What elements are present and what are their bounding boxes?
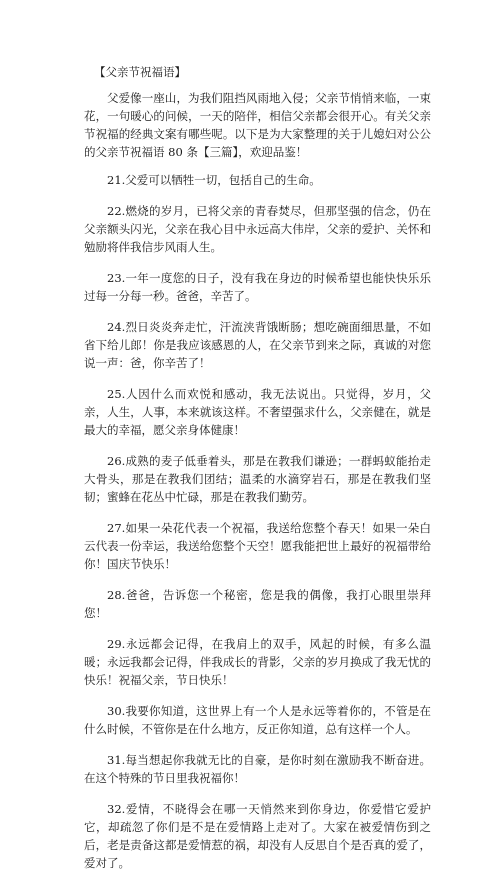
document-title: 【父亲节祝福语】 xyxy=(94,65,186,79)
intro-paragraph: 父爱像一座山，为我们阻挡风雨地入侵；父亲节悄悄来临，一束花，一句暖心的问候，一天的陪伴，相信父亲都会很开心。有关父亲节祝福的经典文案有哪些呢。以下是为大家整理的关于儿媳妇对公公的父亲节祝福语 80 条【三篇】，欢迎品鉴！ xyxy=(84,91,431,159)
blessing-paragraph-26: 26.成熟的麦子低垂着头，那是在教我们谦逊；一群蚂蚁能抬走大骨头，那是在教我们团结；温柔的水滴穿岩石，那是在教我们坚韧；蜜蜂在花丛中忙碌，那是在教我们勤劳。 xyxy=(84,454,431,504)
blessing-paragraph-25: 25.人因什么而欢悦和感动，我无法说出。只觉得，岁月，父亲，人生，人事，本来就该这样。不奢望强求什么，父亲健在，就是最大的幸福，愿父亲身体健康！ xyxy=(84,387,431,437)
blessing-paragraph-28: 28.爸爸，告诉您一个秘密，您是我的偶像，我打心眼里崇拜您！ xyxy=(84,588,431,620)
blessing-paragraph-31: 31.每当想起你我就无比的自豪，是你时刻在激励我不断奋进。在这个特殊的节日里我祝福你！ xyxy=(84,753,431,785)
blessing-paragraph-22: 22.燃烧的岁月，已将父亲的青春焚尽，但那坚强的信念，仍在父亲额头闪光，父亲在我心目中永远高大伟岸，父亲的爱护、关怀和勉励将伴我信步风雨人生。 xyxy=(84,204,431,254)
blessing-paragraph-32: 32.爱情，不晓得会在哪一天悄然来到你身边，你爱惜它爱护它，却疏忽了你们是不是在爱情路上走对了。大家在被爱情伤到之后，老是责备这都是爱情惹的祸，却没有人反思自个是否真的爱了，爱对了。 xyxy=(84,802,431,870)
blessing-paragraph-29: 29.永远都会记得，在我肩上的双手，风起的时候，有多么温暖；永远我都会记得，伴我成长的背影，父亲的岁月换成了我无忧的快乐！祝福父亲，节日快乐！ xyxy=(84,637,431,687)
blessing-paragraph-21: 21.父爱可以牺牲一切，包括自己的生命。 xyxy=(107,173,321,187)
blessing-paragraph-27: 27.如果一朵花代表一个祝福，我送给您整个春天！如果一朵白云代表一份幸运，我送给您整个天空！愿我能把世上最好的祝福带给你！国庆节快乐！ xyxy=(84,521,431,571)
blessing-paragraph-30: 30.我要你知道，这世界上有一个人是永远等着你的，不管是在什么时候，不管你是在什么地方，反正你知道，总有这样一个人。 xyxy=(84,704,431,736)
blessing-paragraph-23: 23.一年一度您的日子，没有我在身边的时候希望也能快快乐乐过每一分每一秒。爸爸，辛苦了。 xyxy=(84,271,431,303)
blessing-paragraph-24: 24.烈日炎炎奔走忙，汗流浃背饿断肠；想吃碗面细思量，不如省下给儿郎！你是我应该感恩的人，在父亲节到来之际，真诚的对您说一声：爸，你辛苦了！ xyxy=(84,320,431,370)
